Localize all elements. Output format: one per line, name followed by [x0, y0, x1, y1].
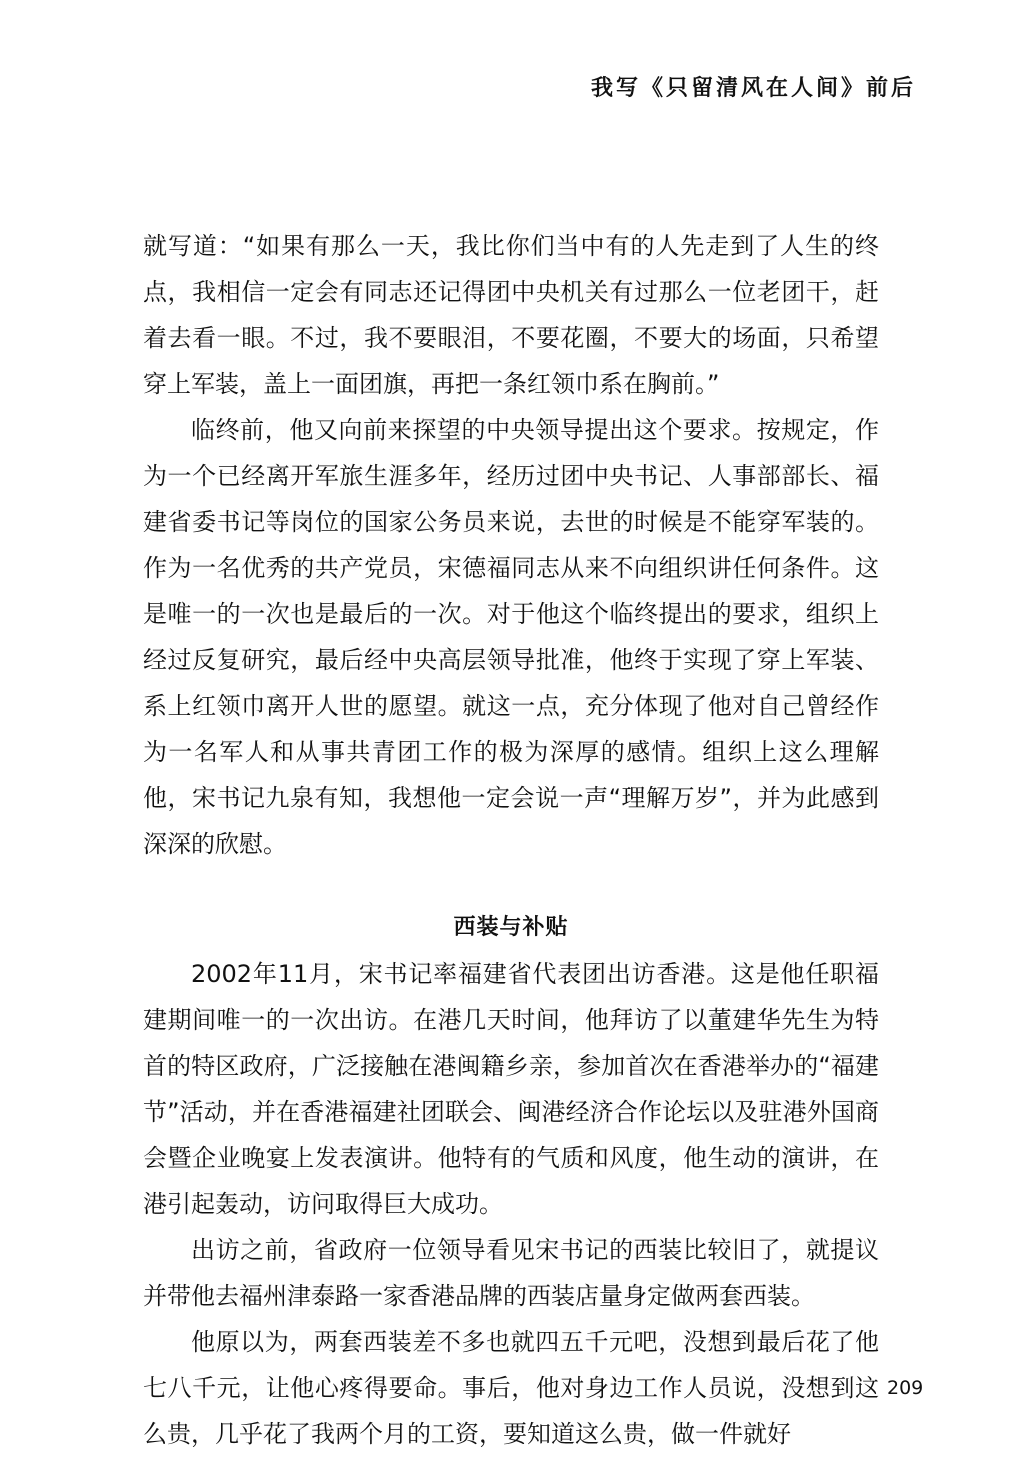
body-text — [143, 223, 879, 1457]
running-header-title: 我写《只留清风在人间》前后 — [590, 76, 916, 101]
page-number: 209 — [887, 1377, 924, 1399]
paragraph-continuation: 就写道：“如果有那么一天，我比你们当中有的人先走到了人生的终点，我相信一定会有同志还记得团中央机关有过那么一位老团干，赶着去看一眼。不过，我不要眼泪，不要花圈，不要大的场面，只希望穿上军装，盖上一面团旗，再把一条红领巾系在胸前。” — [143, 232, 879, 398]
paragraph: 他原以为，两套西装差不多也就四五千元吧，没想到最后花了他七八千元，让他心疼得要命。事后，他对身边工作人员说，没想到这么贵，几乎花了我两个月的工资，要知道这么贵，做一件就好 — [143, 1328, 879, 1448]
paragraph: 2002年11月，宋书记率福建省代表团出访香港。这是他任职福建期间唯一的一次出访。在港几天时间，他拜访了以董建华先生为特首的特区政府，广泛接触在港闽籍乡亲，参加首次在香港举办的“福建节”活动，并在香港福建社团联会、闽港经济合作论坛以及驻港外国商会暨企业晚宴上发表演讲。他特有的气质和风度，他生动的演讲，在港引起轰动，访问取得巨大成功。 — [143, 960, 879, 1218]
paragraph: 临终前，他又向前来探望的中央领导提出这个要求。按规定，作为一个已经离开军旅生涯多年，经历过团中央书记、人事部部长、福建省委书记等岗位的国家公务员来说，去世的时候是不能穿军装的。作为一名优秀的共产党员，宋德福同志从来不向组织讲任何条件。这是唯一的一次也是最后的一次。对于他这个临终提出的要求，组织上经过反复研究，最后经中央高层领导批准，他终于实现了穿上军装、系上红领巾离开人世的愿望。就这一点，充分体现了他对自己曾经作为一名军人和从事共青团工作的极为深厚的感情。组织上这么理解他，宋书记九泉有知，我想他一定会说一声“理解万岁”，并为此感到深深的欣慰。 — [143, 416, 879, 858]
section-heading: 西装与补贴 — [453, 915, 569, 940]
paragraph: 出访之前，省政府一位领导看见宋书记的西装比较旧了，就提议并带他去福州津泰路一家香港品牌的西装店量身定做两套西装。 — [143, 1236, 879, 1310]
